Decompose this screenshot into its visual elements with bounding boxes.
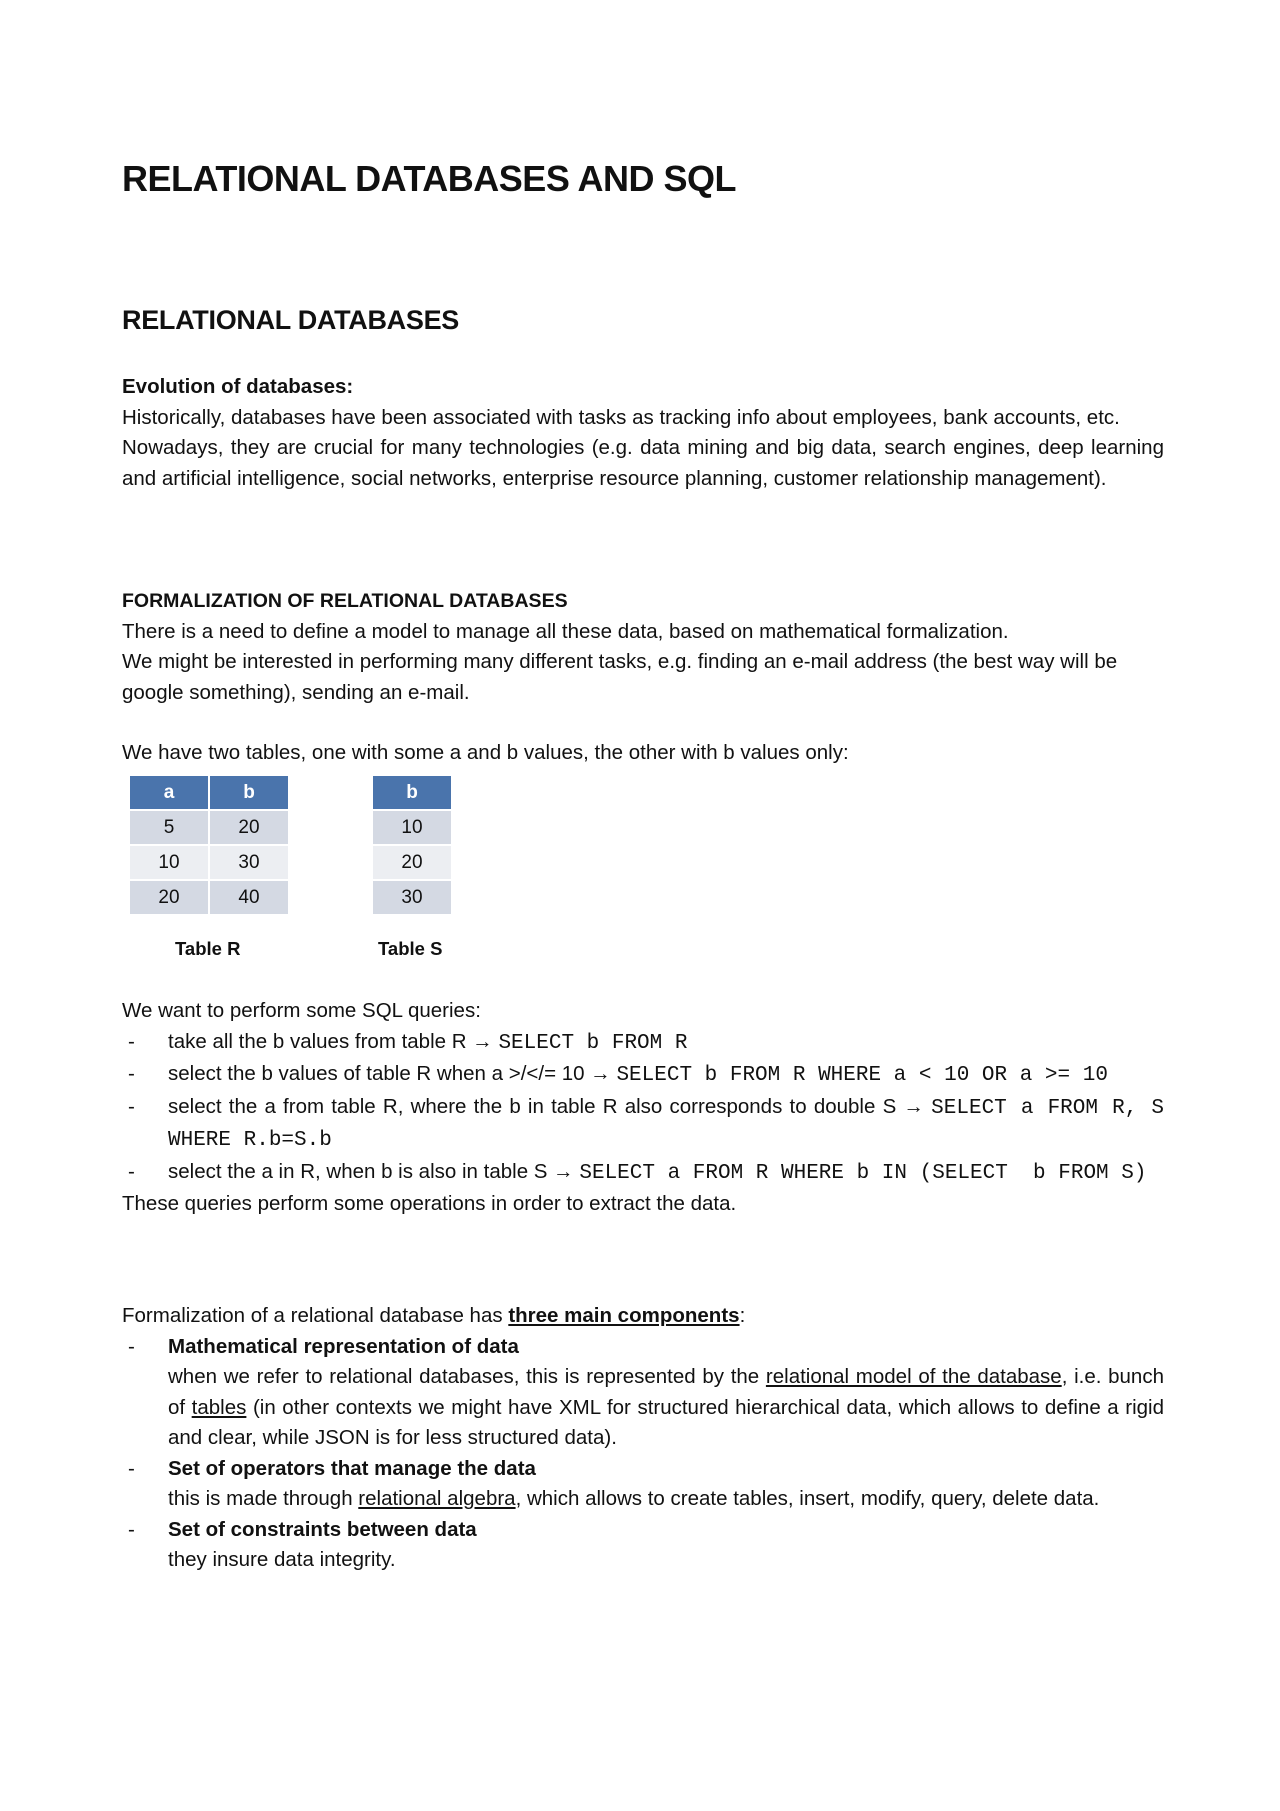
section-heading: RELATIONAL DATABASES (122, 305, 459, 335)
component-text: this is made through (168, 1487, 359, 1510)
evolution-block (122, 372, 1164, 494)
evolution-paragraph-2: Nowadays, they are crucial for many technologies (e.g. data mining and big data, search engines, deep learning and artificial intelligence, social networks, enterprise resource planning, customer relationship management). (122, 436, 1164, 490)
query-description: select the a in R, when b is also in table S → (168, 1159, 580, 1183)
table-cell: 5 (130, 811, 208, 844)
list-item (122, 1157, 1164, 1190)
table-r (128, 774, 290, 916)
list-item (122, 1332, 1164, 1454)
table-cell: 20 (130, 881, 208, 914)
query-code: SELECT b FROM R (498, 1031, 688, 1055)
query-description: select the a from table R, where the b in table R also corresponds to double S → (168, 1094, 932, 1118)
table-row (130, 881, 288, 914)
table-cell: 40 (210, 881, 288, 914)
query-code: SELECT a FROM R WHERE b IN (SELECT b FROM S) (579, 1161, 1147, 1185)
component-title: - Mathematical representation of data (168, 1334, 519, 1358)
components-intro-text: Formalization of a relational database has (122, 1304, 509, 1327)
component-description (168, 1484, 1164, 1515)
components-intro (122, 1301, 1164, 1332)
component-text: , which allows to create tables, insert, modify, query, delete data. (515, 1487, 1100, 1510)
query-description: take all the b values from table R → (168, 1029, 499, 1053)
table-cell: 20 (210, 811, 288, 844)
table-s-header-b: b (373, 776, 451, 809)
query-code: SELECT b FROM R WHERE a < 10 OR a >= 10 (616, 1064, 1108, 1087)
table-s-caption: Table S (378, 938, 443, 959)
evolution-paragraph-1: Historically, databases have been associated with tasks as tracking info about employees, bank accounts, etc. (122, 405, 1120, 429)
queries-list (122, 1027, 1164, 1190)
formalization-paragraph-3: We have two tables, one with some a and b values, the other with b values only: (122, 741, 849, 764)
components-block (122, 1301, 1164, 1576)
component-term: relational model of the database (765, 1365, 1062, 1388)
table-cell: 20 (373, 846, 451, 879)
table-r-header-b: b (210, 776, 288, 809)
table-r-header-a: a (130, 776, 208, 809)
component-description: they insure data integrity. (168, 1548, 396, 1571)
component-term: relational algebra (358, 1487, 516, 1510)
queries-outro: These queries perform some operations in order to extract the data. (122, 1192, 737, 1215)
evolution-heading: Evolution of databases: (122, 375, 354, 398)
query-description: select the b values of table R when a >/</= 10 → (168, 1062, 617, 1085)
table-row (373, 881, 451, 914)
component-title: - Set of constraints between data (168, 1517, 477, 1541)
table-row (130, 846, 288, 879)
list-item (122, 1515, 1164, 1576)
component-text: when we refer to relational databases, this is represented by the (168, 1365, 766, 1388)
formalization-paragraph-1: There is a need to define a model to manage all these data, based on mathematical formalization. (122, 619, 1009, 643)
component-term: tables (191, 1395, 247, 1419)
component-title: - Set of operators that manage the data (168, 1456, 536, 1480)
table-cell: 30 (210, 846, 288, 879)
formalization-block (122, 586, 1164, 769)
list-item (122, 1027, 1164, 1060)
formalization-heading: FORMALIZATION OF RELATIONAL DATABASES (122, 590, 568, 612)
table-cell: 30 (373, 881, 451, 914)
table-s (371, 774, 453, 916)
components-intro-colon: : (739, 1304, 746, 1327)
table-row (130, 811, 288, 844)
query-code: SELECT a FROM R, S WHERE R.b=S.b (168, 1096, 1164, 1152)
table-row (373, 811, 451, 844)
formalization-paragraph-2: We might be interested in performing many different tasks, e.g. finding an e-mail address (the best way will be google something), sending an e-mail. (122, 650, 1118, 704)
list-item (122, 1059, 1164, 1092)
components-list (122, 1332, 1164, 1576)
table-cell: 10 (130, 846, 208, 879)
document-title: RELATIONAL DATABASES AND SQL (122, 158, 736, 199)
list-item (122, 1454, 1164, 1515)
table-r-caption: Table R (175, 938, 241, 959)
components-intro-emphasis: three main components (508, 1304, 740, 1327)
component-text: , i.e. bunch of (168, 1365, 1164, 1419)
queries-intro: We want to perform some SQL queries: (122, 999, 481, 1022)
table-row (373, 846, 451, 879)
list-item (122, 1092, 1164, 1157)
queries-block (122, 996, 1164, 1220)
component-description (168, 1362, 1164, 1454)
table-cell: 10 (373, 811, 451, 844)
component-text: (in other contexts we might have XML for structured hierarchical data, which allows to define a rigid and clear, while JSON is for less structured data). (168, 1395, 1165, 1449)
